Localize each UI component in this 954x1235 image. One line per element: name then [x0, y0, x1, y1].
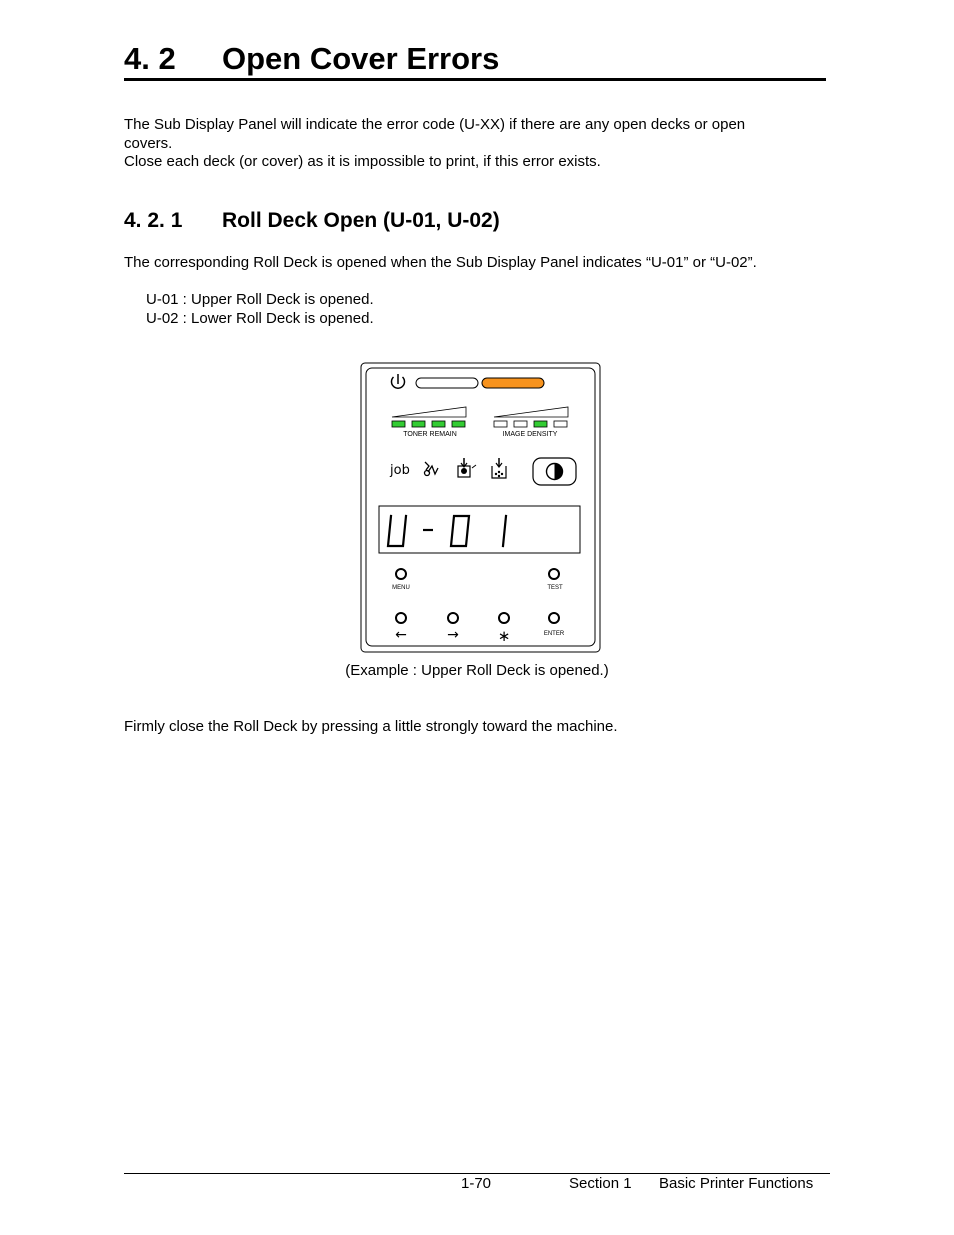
toner-led-3: [432, 421, 445, 427]
footer-section: Section 1: [569, 1175, 632, 1192]
closing-paragraph: Firmly close the Roll Deck by pressing a little strongly toward the machine.: [124, 718, 618, 735]
intro-line-2: covers.: [124, 134, 173, 152]
right-button: [448, 613, 458, 623]
menu-button: [396, 569, 406, 579]
subheading-title: Roll Deck Open (U-01, U-02): [222, 209, 500, 232]
test-button: [549, 569, 559, 579]
toner-led-2: [412, 421, 425, 427]
enter-label: ENTER: [543, 631, 565, 637]
heading-number: 4. 2: [124, 41, 176, 76]
figure-caption: (Example : Upper Roll Deck is opened.): [345, 662, 609, 679]
density-led-3: [534, 421, 547, 427]
white-pill-button: [416, 378, 478, 388]
toner-led-1: [392, 421, 405, 427]
section-subheading: [124, 207, 500, 235]
enter-button: [549, 613, 559, 623]
list-item-u01: U-01 : Upper Roll Deck is opened.: [146, 291, 374, 308]
job-label: job: [390, 463, 410, 478]
density-led-2: [514, 421, 527, 427]
density-led-4: [554, 421, 567, 427]
body-text: The corresponding Roll Deck is opened when the Sub Display Panel indicates “U-01” or “U-02”.: [124, 254, 757, 271]
heading-title: Open Cover Errors: [222, 41, 500, 76]
toner-led-4: [452, 421, 465, 427]
image-density-label: IMAGE DENSITY: [502, 431, 558, 438]
contrast-icon: [547, 464, 563, 480]
right-arrow-icon: →: [447, 627, 459, 643]
subheading-number: 4. 2. 1: [124, 209, 183, 232]
footer-page-number: 1-70: [461, 1175, 492, 1192]
star-icon: ∗: [497, 627, 511, 645]
footer-title: Basic Printer Functions: [659, 1175, 814, 1192]
intro-line-1: The Sub Display Panel will indicate the error code (U-XX) if there are any open decks or open: [124, 116, 746, 133]
intro-paragraph: [124, 116, 745, 172]
test-label: TEST: [547, 585, 563, 591]
density-led-1: [494, 421, 507, 427]
intro-line-3: Close each deck (or cover) as it is impossible to print, if this error exists.: [124, 153, 601, 170]
sub-display-panel-figure: [360, 362, 602, 654]
list-item-u02: U-02 : Lower Roll Deck is opened.: [146, 310, 374, 327]
menu-label: MENU: [392, 585, 410, 591]
error-code-display: [379, 506, 580, 553]
star-button: [499, 613, 509, 623]
page-heading: [124, 40, 826, 81]
left-arrow-icon: ←: [395, 627, 407, 643]
left-button: [396, 613, 406, 623]
footer-rule: [124, 1173, 830, 1174]
toner-remain-label: TONER REMAIN: [403, 431, 457, 438]
orange-pill-button: [482, 378, 544, 388]
